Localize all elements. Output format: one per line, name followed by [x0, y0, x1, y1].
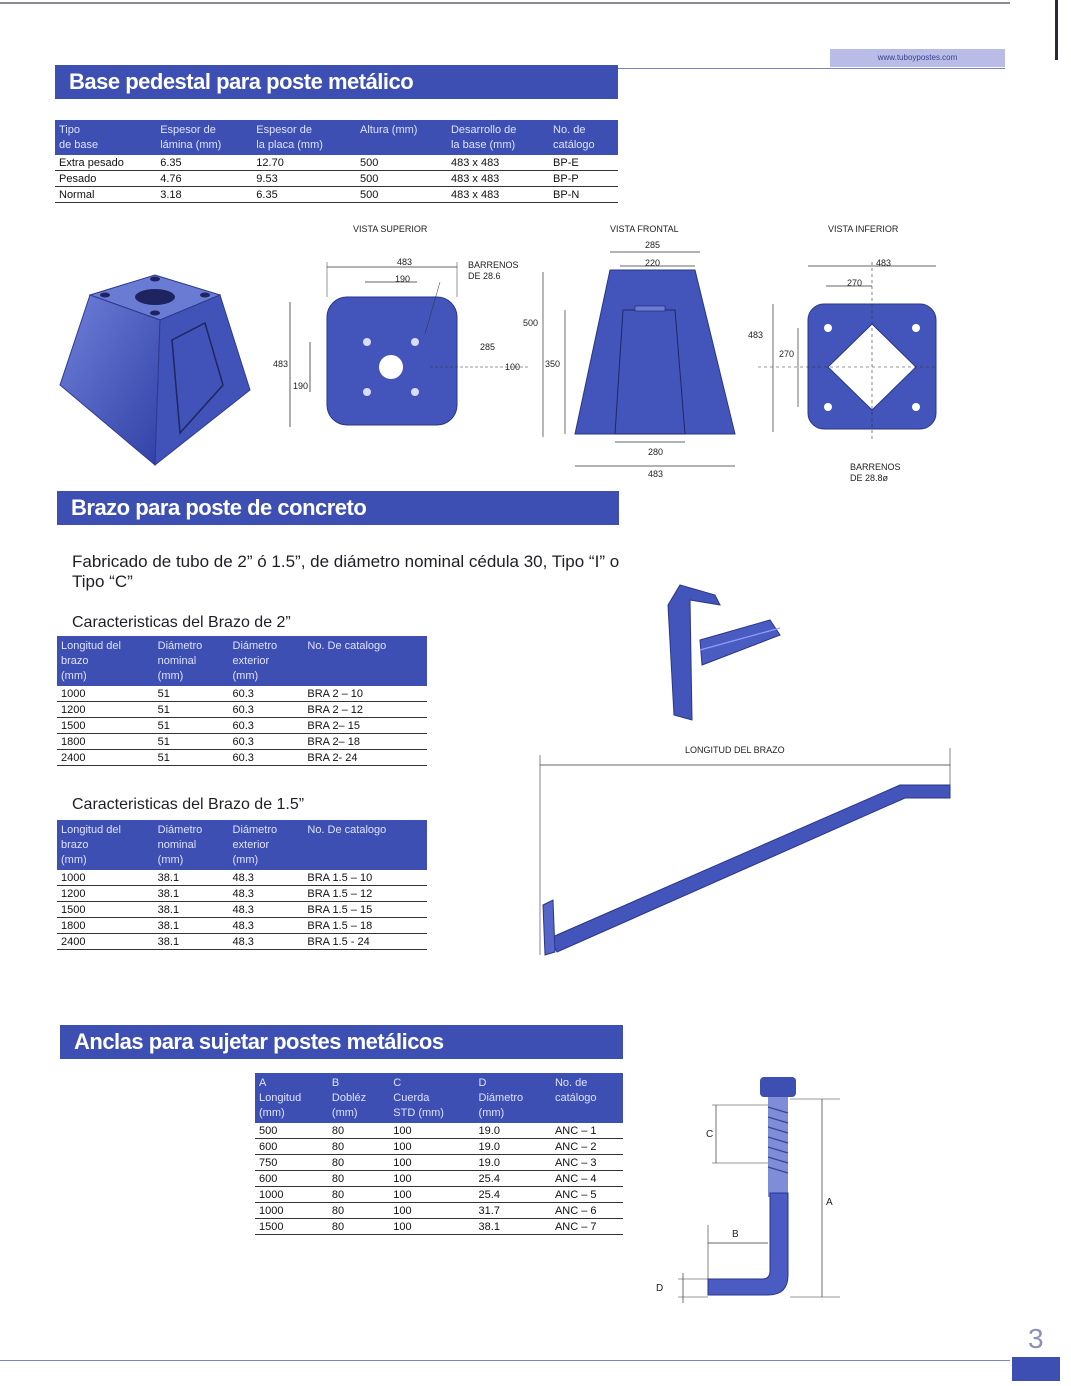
arm15-table-header: Diámetro exterior (mm)	[229, 820, 304, 870]
arm2-table-cell: 1800	[57, 734, 154, 750]
arm2-table-row	[57, 750, 427, 766]
dim-bottom-holes: BARRENOS DE 28.8ø	[850, 462, 901, 483]
arm15-table-row	[57, 934, 427, 950]
arm2-table-row	[57, 734, 427, 750]
arm2-table-cell: BRA 2 – 10	[303, 686, 427, 702]
anchor-table-row	[255, 1155, 623, 1171]
arm15-table-row	[57, 918, 427, 934]
base-table-cell: BP-P	[549, 171, 618, 187]
base-table-header: Espesor de lámina (mm)	[156, 120, 252, 155]
base-table-cell: 500	[356, 155, 447, 171]
anchor-table-cell: 80	[328, 1123, 389, 1139]
arm15-table	[57, 820, 427, 950]
dim-top-holes: BARRENOS DE 28.6	[468, 260, 519, 281]
anchor-table-row	[255, 1219, 623, 1235]
pedestal-illustration	[55, 265, 255, 470]
anchor-table-cell: 100	[389, 1155, 474, 1171]
arm2-table-cell: BRA 2– 18	[303, 734, 427, 750]
arm2-table-cell: 1500	[57, 718, 154, 734]
anchor-table-cell: 19.0	[475, 1155, 551, 1171]
arm-illustration	[535, 740, 960, 965]
anchor-table-cell: 80	[328, 1187, 389, 1203]
top-view-label: VISTA SUPERIOR	[353, 224, 428, 234]
arm2-table-cell: 51	[154, 686, 229, 702]
section2-title	[57, 491, 619, 525]
anchor-table-cell: 600	[255, 1171, 328, 1187]
anchor-table-cell: 100	[389, 1123, 474, 1139]
dim-front-220: 220	[645, 258, 661, 268]
dim-front-483: 483	[648, 469, 664, 479]
section3-title-text: Anclas para sujetar postes metálicos	[74, 1029, 444, 1054]
arm15-table-cell: BRA 1.5 - 24	[303, 934, 427, 950]
dim-front-280: 280	[648, 447, 664, 457]
arm2-table-header: Longitud del brazo (mm)	[57, 636, 154, 686]
anchor-table-cell: ANC – 7	[551, 1219, 623, 1235]
anchor-label-d: D	[656, 1283, 664, 1294]
website-bar	[830, 49, 1005, 67]
base-table-cell: Pesado	[55, 171, 156, 187]
arm15-table-cell: 48.3	[229, 886, 304, 902]
arm2-subtitle: Caracteristicas del Brazo de 2”	[72, 614, 291, 631]
base-table-cell: BP-N	[549, 187, 618, 203]
bottom-view-label: VISTA INFERIOR	[828, 224, 899, 234]
page-edge	[1055, 0, 1058, 60]
arm2-table-cell: BRA 2 – 12	[303, 702, 427, 718]
dim-top-190v: 190	[293, 381, 309, 391]
base-table-cell: 483 x 483	[447, 155, 549, 171]
base-table-cell: Extra pesado	[55, 155, 156, 171]
dim-bottom-483v: 483	[748, 330, 764, 340]
arm2-table-cell: 51	[154, 718, 229, 734]
anchor-table-cell: 25.4	[475, 1171, 551, 1187]
anchor-table-cell: ANC – 4	[551, 1171, 623, 1187]
arm2-table-header: No. De catalogo	[303, 636, 427, 686]
base-table-cell: 12.70	[252, 155, 356, 171]
anchor-table-row	[255, 1203, 623, 1219]
anchor-table-cell: 80	[328, 1155, 389, 1171]
dim-top-483: 483	[397, 257, 413, 267]
arm15-table-cell: BRA 1.5 – 15	[303, 902, 427, 918]
anchor-table-cell: 25.4	[475, 1187, 551, 1203]
section3-title	[60, 1025, 623, 1059]
arm15-table-cell: BRA 1.5 – 10	[303, 870, 427, 886]
arm15-table-header: No. De catalogo	[303, 820, 427, 870]
anchor-table-cell: 80	[328, 1139, 389, 1155]
base-table-header: Espesor de la placa (mm)	[252, 120, 356, 155]
anchor-table-cell: 100	[389, 1187, 474, 1203]
arm15-table-row	[57, 902, 427, 918]
arm15-table-cell: 48.3	[229, 918, 304, 934]
anchor-label-c: C	[706, 1129, 714, 1140]
arm15-table-cell: 2400	[57, 934, 154, 950]
front-view-label: VISTA FRONTAL	[610, 224, 679, 234]
base-table-cell: 500	[356, 171, 447, 187]
arm2-table-cell: BRA 2- 24	[303, 750, 427, 766]
arm15-table-cell: 1500	[57, 902, 154, 918]
dim-top-190: 190	[395, 274, 411, 284]
anchor-label-a: A	[826, 1197, 833, 1208]
arm2-table-cell: 51	[154, 750, 229, 766]
dim-front-500: 500	[523, 318, 539, 328]
arm-clamp-illustration	[660, 580, 800, 730]
anchor-table-cell: 80	[328, 1203, 389, 1219]
arm15-table-cell: 38.1	[154, 886, 229, 902]
arm2-table-cell: 60.3	[229, 718, 304, 734]
arm2-table-row	[57, 702, 427, 718]
base-table	[55, 120, 618, 203]
dim-front-285: 285	[645, 240, 661, 250]
arm15-table-row	[57, 870, 427, 886]
arm2-table-cell: 60.3	[229, 734, 304, 750]
anchor-table-cell: 19.0	[475, 1123, 551, 1139]
website-rule	[618, 68, 1005, 69]
footer-block	[1012, 1357, 1060, 1381]
arm2-table-cell: 60.3	[229, 750, 304, 766]
anchor-bolt-illustration	[650, 1075, 850, 1305]
arm15-table-cell: BRA 1.5 – 18	[303, 918, 427, 934]
anchor-table-cell: 600	[255, 1139, 328, 1155]
anchor-table-cell: 1000	[255, 1203, 328, 1219]
arm2-table-cell: 51	[154, 734, 229, 750]
anchor-table-cell: 1500	[255, 1219, 328, 1235]
arm15-table-cell: 38.1	[154, 870, 229, 886]
anchor-table-cell: 80	[328, 1219, 389, 1235]
anchor-table-cell: 100	[389, 1139, 474, 1155]
base-table-header: Tipo de base	[55, 120, 156, 155]
base-table-header: Desarrollo de la base (mm)	[447, 120, 549, 155]
arm15-table-row	[57, 886, 427, 902]
base-table-cell: 483 x 483	[447, 171, 549, 187]
base-table-cell: 483 x 483	[447, 187, 549, 203]
anchor-table	[255, 1073, 623, 1235]
footer-rule	[0, 1360, 1010, 1361]
base-table-cell: BP-E	[549, 155, 618, 171]
base-table-cell: 3.18	[156, 187, 252, 203]
base-table-cell: 6.35	[156, 155, 252, 171]
base-table-cell: 6.35	[252, 187, 356, 203]
anchor-table-cell: 80	[328, 1171, 389, 1187]
arm15-table-header: Diámetro nominal (mm)	[154, 820, 229, 870]
arm2-table-cell: 1200	[57, 702, 154, 718]
anchor-table-row	[255, 1187, 623, 1203]
top-rule	[0, 2, 1010, 4]
anchor-table-cell: ANC – 6	[551, 1203, 623, 1219]
arm15-table-cell: BRA 1.5 – 12	[303, 886, 427, 902]
arm15-table-cell: 48.3	[229, 870, 304, 886]
dim-bottom-483: 483	[876, 258, 892, 268]
anchor-table-cell: 750	[255, 1155, 328, 1171]
base-table-row	[55, 187, 618, 203]
anchor-table-cell: 100	[389, 1171, 474, 1187]
anchor-table-header: A Longitud (mm)	[255, 1073, 328, 1123]
anchor-table-cell: ANC – 1	[551, 1123, 623, 1139]
front-view-diagram	[523, 222, 745, 484]
anchor-table-header: D Diámetro (mm)	[475, 1073, 551, 1123]
anchor-table-cell: 500	[255, 1123, 328, 1139]
section2-title-text: Brazo para poste de concreto	[71, 495, 367, 520]
base-table-cell: Normal	[55, 187, 156, 203]
base-table-cell: 4.76	[156, 171, 252, 187]
anchor-table-cell: 100	[389, 1219, 474, 1235]
dim-top-285: 285	[480, 342, 496, 352]
base-table-row	[55, 155, 618, 171]
dim-front-350: 350	[545, 359, 561, 369]
arm2-table-header: Diámetro nominal (mm)	[154, 636, 229, 686]
arm2-table-cell: 60.3	[229, 702, 304, 718]
anchor-table-header: No. de catálogo	[551, 1073, 623, 1123]
arm2-table-cell: 2400	[57, 750, 154, 766]
base-table-cell: 500	[356, 187, 447, 203]
arm15-table-cell: 38.1	[154, 902, 229, 918]
page-number: 3	[1028, 1323, 1044, 1354]
arm2-table-cell: 1000	[57, 686, 154, 702]
base-table-row	[55, 171, 618, 187]
anchor-table-cell: 19.0	[475, 1139, 551, 1155]
base-table-cell: 9.53	[252, 171, 356, 187]
anchor-table-cell: ANC – 2	[551, 1139, 623, 1155]
base-table-header: No. de catálogo	[549, 120, 618, 155]
base-table-header: Altura (mm)	[356, 120, 447, 155]
arm-description: Fabricado de tubo de 2” ó 1.5”, de diámetro nominal cédula 30, Tipo “I” o Tipo “C”	[72, 552, 620, 591]
anchor-table-row	[255, 1171, 623, 1187]
dim-top-483v: 483	[273, 359, 289, 369]
anchor-label-b: B	[732, 1229, 739, 1240]
top-view-diagram	[265, 222, 535, 452]
dim-top-100: 100	[505, 362, 521, 372]
arm2-table-cell: 60.3	[229, 686, 304, 702]
arm15-table-cell: 1800	[57, 918, 154, 934]
anchor-table-cell: 1000	[255, 1187, 328, 1203]
arm15-table-cell: 48.3	[229, 934, 304, 950]
dim-bottom-270v: 270	[779, 349, 795, 359]
arm2-table-cell: 51	[154, 702, 229, 718]
arm15-table-cell: 1000	[57, 870, 154, 886]
anchor-table-row	[255, 1123, 623, 1139]
section1-title-text: Base pedestal para poste metálico	[69, 69, 414, 94]
section1-title	[55, 65, 618, 99]
anchor-table-cell: 100	[389, 1203, 474, 1219]
arm15-table-cell: 38.1	[154, 918, 229, 934]
arm2-table-header: Diámetro exterior (mm)	[229, 636, 304, 686]
arm15-subtitle: Caracteristicas del Brazo de 1.5”	[72, 796, 305, 813]
arm-length-label: LONGITUD DEL BRAZO	[685, 745, 785, 755]
arm15-table-cell: 48.3	[229, 902, 304, 918]
anchor-table-row	[255, 1139, 623, 1155]
anchor-table-cell: ANC – 3	[551, 1155, 623, 1171]
arm2-table-cell: BRA 2– 15	[303, 718, 427, 734]
website-url: www.tuboypostes.com	[877, 53, 958, 62]
anchor-table-header: B Dobléz (mm)	[328, 1073, 389, 1123]
anchor-table-cell: 38.1	[475, 1219, 551, 1235]
arm15-table-cell: 38.1	[154, 934, 229, 950]
anchor-table-cell: ANC – 5	[551, 1187, 623, 1203]
arm2-table-row	[57, 686, 427, 702]
anchor-table-cell: 31.7	[475, 1203, 551, 1219]
arm2-table-row	[57, 718, 427, 734]
dim-bottom-270: 270	[847, 278, 863, 288]
arm15-table-header: Longitud del brazo (mm)	[57, 820, 154, 870]
anchor-table-header: C Cuerda STD (mm)	[389, 1073, 474, 1123]
arm2-table	[57, 636, 427, 766]
arm15-table-cell: 1200	[57, 886, 154, 902]
bottom-view-diagram	[748, 222, 938, 492]
